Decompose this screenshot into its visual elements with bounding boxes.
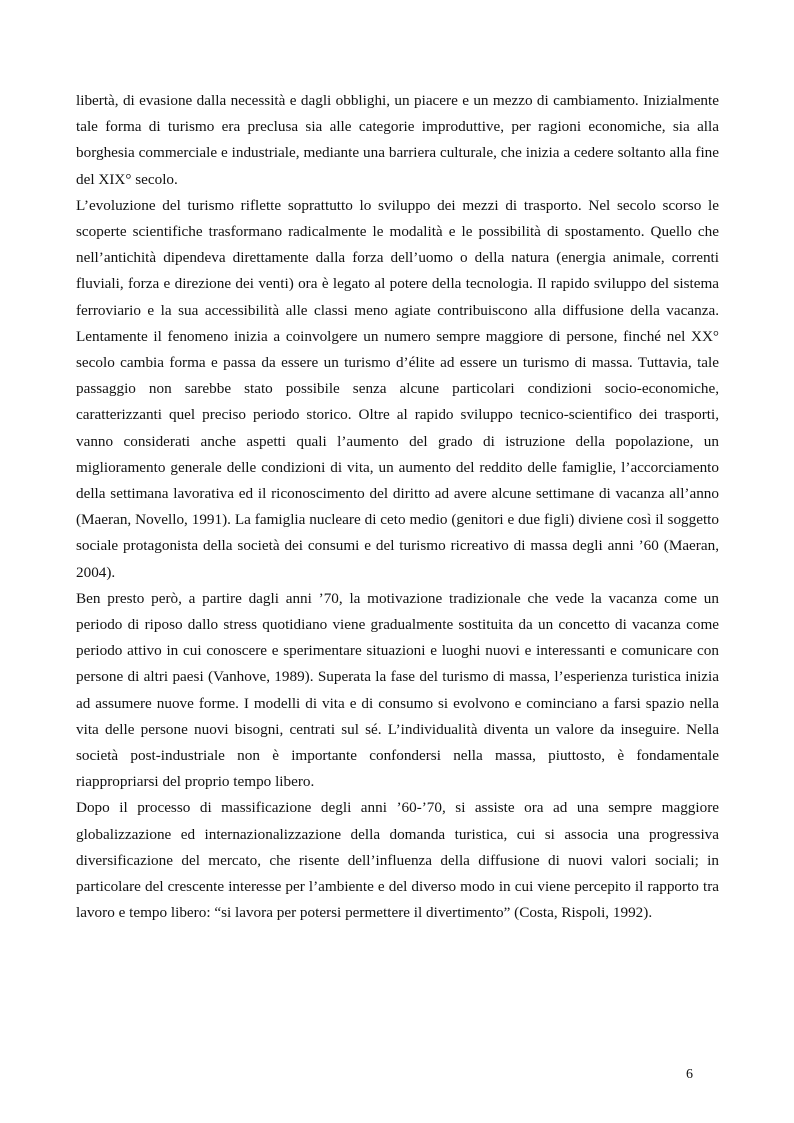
paragraph-1: libertà, di evasione dalla necessità e dagli obblighi, un piacere e un mezzo di cambiamento. Inizialmente tale forma di turismo era preclusa sia alle categorie improduttive, per ragioni economiche, sia alla borghesia commerciale e industriale, mediante una barriera culturale, che inizia a cedere soltanto alla fine del XIX° secolo.	[76, 92, 719, 188]
paragraph-4: Dopo il processo di massificazione degli anni ’60-’70, si assiste ora ad una sempre maggiore globalizzazione ed internazionalizzazione della domanda turistica, cui si associa una progressiva diversificazione del mercato, che risente dell’influenza della diffusione di nuovi valori sociali; in particolare del crescente interesse per l’ambiente e del diverso modo in cui viene percepito il rapporto tra lavoro e tempo libero: “si lavora per potersi permettere il divertimento” (Costa, Rispoli, 1992).	[76, 799, 719, 922]
paragraph-3: Ben presto però, a partire dagli anni ’70, la motivazione tradizionale che vede la vacanza come un periodo di riposo dallo stress quotidiano viene gradualmente sostituita da un concetto di vacanza come periodo attivo in cui conoscere e sperimentare situazioni e luoghi nuovi e interessanti e comunicare con persone di altri paesi (Vanhove, 1989). Superata la fase del turismo di massa, l’esperienza turistica inizia ad assumere nuove forme. I modelli di vita e di consumo si evolvono e cominciano a farsi spazio nella vita delle persone nuovi bisogni, centrati sul sé. L’individualità diventa un valore da inseguire. Nella società post-industriale non è importante confondersi nella massa, piuttosto, è fondamentale riappropriarsi del proprio tempo libero.	[76, 589, 719, 791]
page-body	[76, 88, 719, 927]
paragraph-2: L’evoluzione del turismo riflette soprattutto lo sviluppo dei mezzi di trasporto. Nel secolo scorso le scoperte scientifiche trasformano radicalmente le modalità e le possibilità di spostamento. Quello che nell’antichità dipendeva direttamente dalla forza dell’uomo o della natura (energia animale, correnti fluviali, forza e direzione dei venti) ora è legato al potere della tecnologia. Il rapido sviluppo del sistema ferroviario e la sua accessibilità alle classi meno agiate contribuiscono alla diffusione della vacanza. Lentamente il fenomeno inizia a coinvolgere un numero sempre maggiore di persone, finché nel XX° secolo cambia forma e passa da essere un turismo d’élite ad essere un turismo di massa. Tuttavia, tale passaggio non sarebbe stato possibile senza alcune particolari condizioni socio-economiche, caratterizzanti quel preciso periodo storico. Oltre al rapido sviluppo tecnico-scientifico dei trasporti, vanno considerati anche aspetti quali l’aumento del grado di istruzione della popolazione, un miglioramento generale delle condizioni di vita, un aumento del reddito delle famiglie, l’accorciamento della settimana lavorativa ed il riconoscimento del diritto ad avere alcune settimane di vacanza all’anno (Maeran, Novello, 1991). La famiglia nucleare di ceto medio (genitori e due figli) diviene così il soggetto sociale protagonista della società dei consumi e del turismo ricreativo di massa degli anni ’60 (Maeran, 2004).	[76, 196, 719, 581]
page-number: 6	[686, 1067, 693, 1082]
